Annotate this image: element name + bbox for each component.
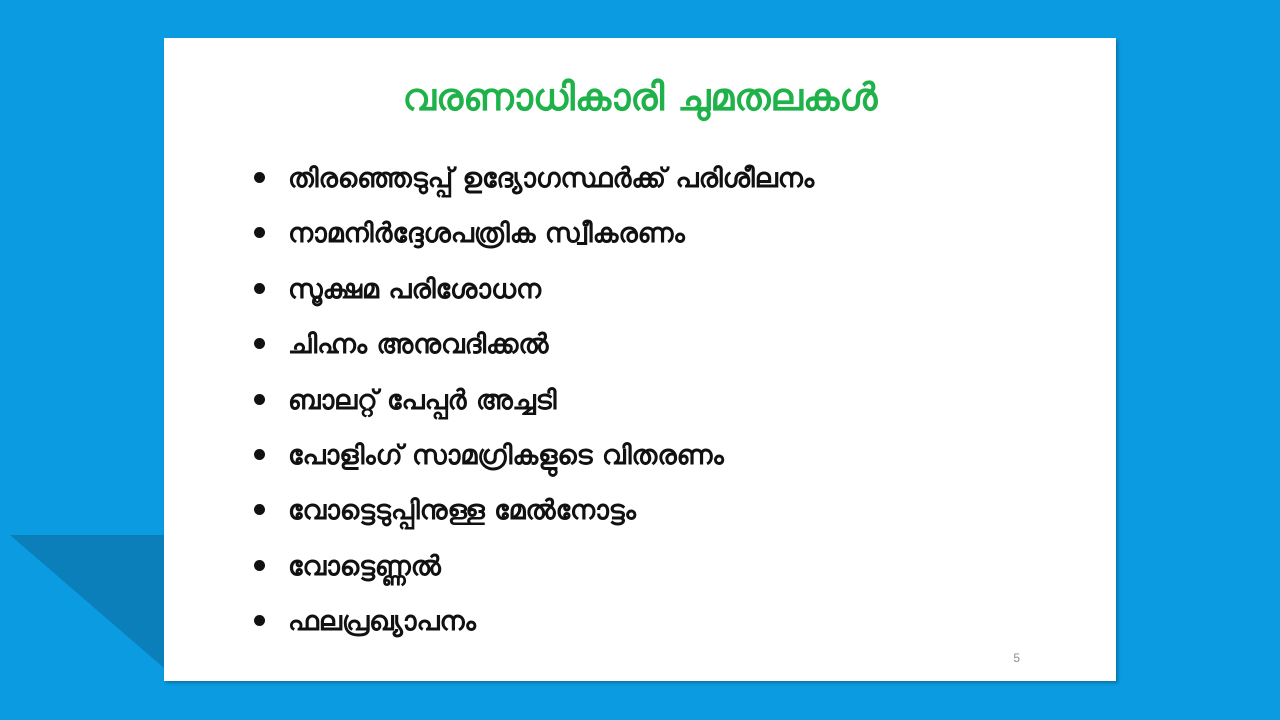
list-item <box>254 434 814 489</box>
slide-title: വരണാധികാരി ചുമതലകൾ <box>402 75 878 119</box>
list-item <box>254 157 814 212</box>
list-item-text: ഫലപ്രഖ്യാപനം <box>288 606 476 638</box>
list-item <box>254 268 814 323</box>
list-item <box>254 323 814 378</box>
slide-canvas <box>164 38 1116 681</box>
list-item <box>254 212 814 267</box>
list-item-text: ചിഹ്നം അനുവദിക്കൽ <box>288 329 549 361</box>
list-item <box>254 489 814 544</box>
bullet-icon <box>254 504 265 515</box>
bullet-icon <box>254 449 265 460</box>
bullet-icon <box>254 615 265 626</box>
bullet-icon <box>254 227 265 238</box>
bullet-icon <box>254 338 265 349</box>
list-item-text: വോട്ടെടുപ്പിനുള്ള മേൽനോട്ടം <box>288 495 636 527</box>
list-item-text: ബാലറ്റ് പേപ്പർ അച്ചടി <box>288 384 557 416</box>
bullet-icon <box>254 394 265 405</box>
bullet-icon <box>254 283 265 294</box>
bullet-list <box>254 157 814 656</box>
list-item-text: നാമനിർദ്ദേശപത്രിക സ്വീകരണം <box>288 218 685 250</box>
list-item-text: വോട്ടെണ്ണൽ <box>288 550 441 582</box>
slide-number: 5 <box>1013 651 1020 665</box>
list-item-text: സൂക്ഷമ പരിശോധന <box>288 273 542 305</box>
list-item <box>254 600 814 655</box>
list-item <box>254 379 814 434</box>
list-item-text: പോളിംഗ് സാമഗ്രികളുടെ വിതരണം <box>288 439 724 471</box>
bullet-icon <box>254 172 265 183</box>
list-item <box>254 545 814 600</box>
bullet-icon <box>254 560 265 571</box>
list-item-text: തിരഞ്ഞെടുപ്പ് ഉദ്യോഗസ്ഥർക്ക് പരിശീലനം <box>288 163 815 194</box>
